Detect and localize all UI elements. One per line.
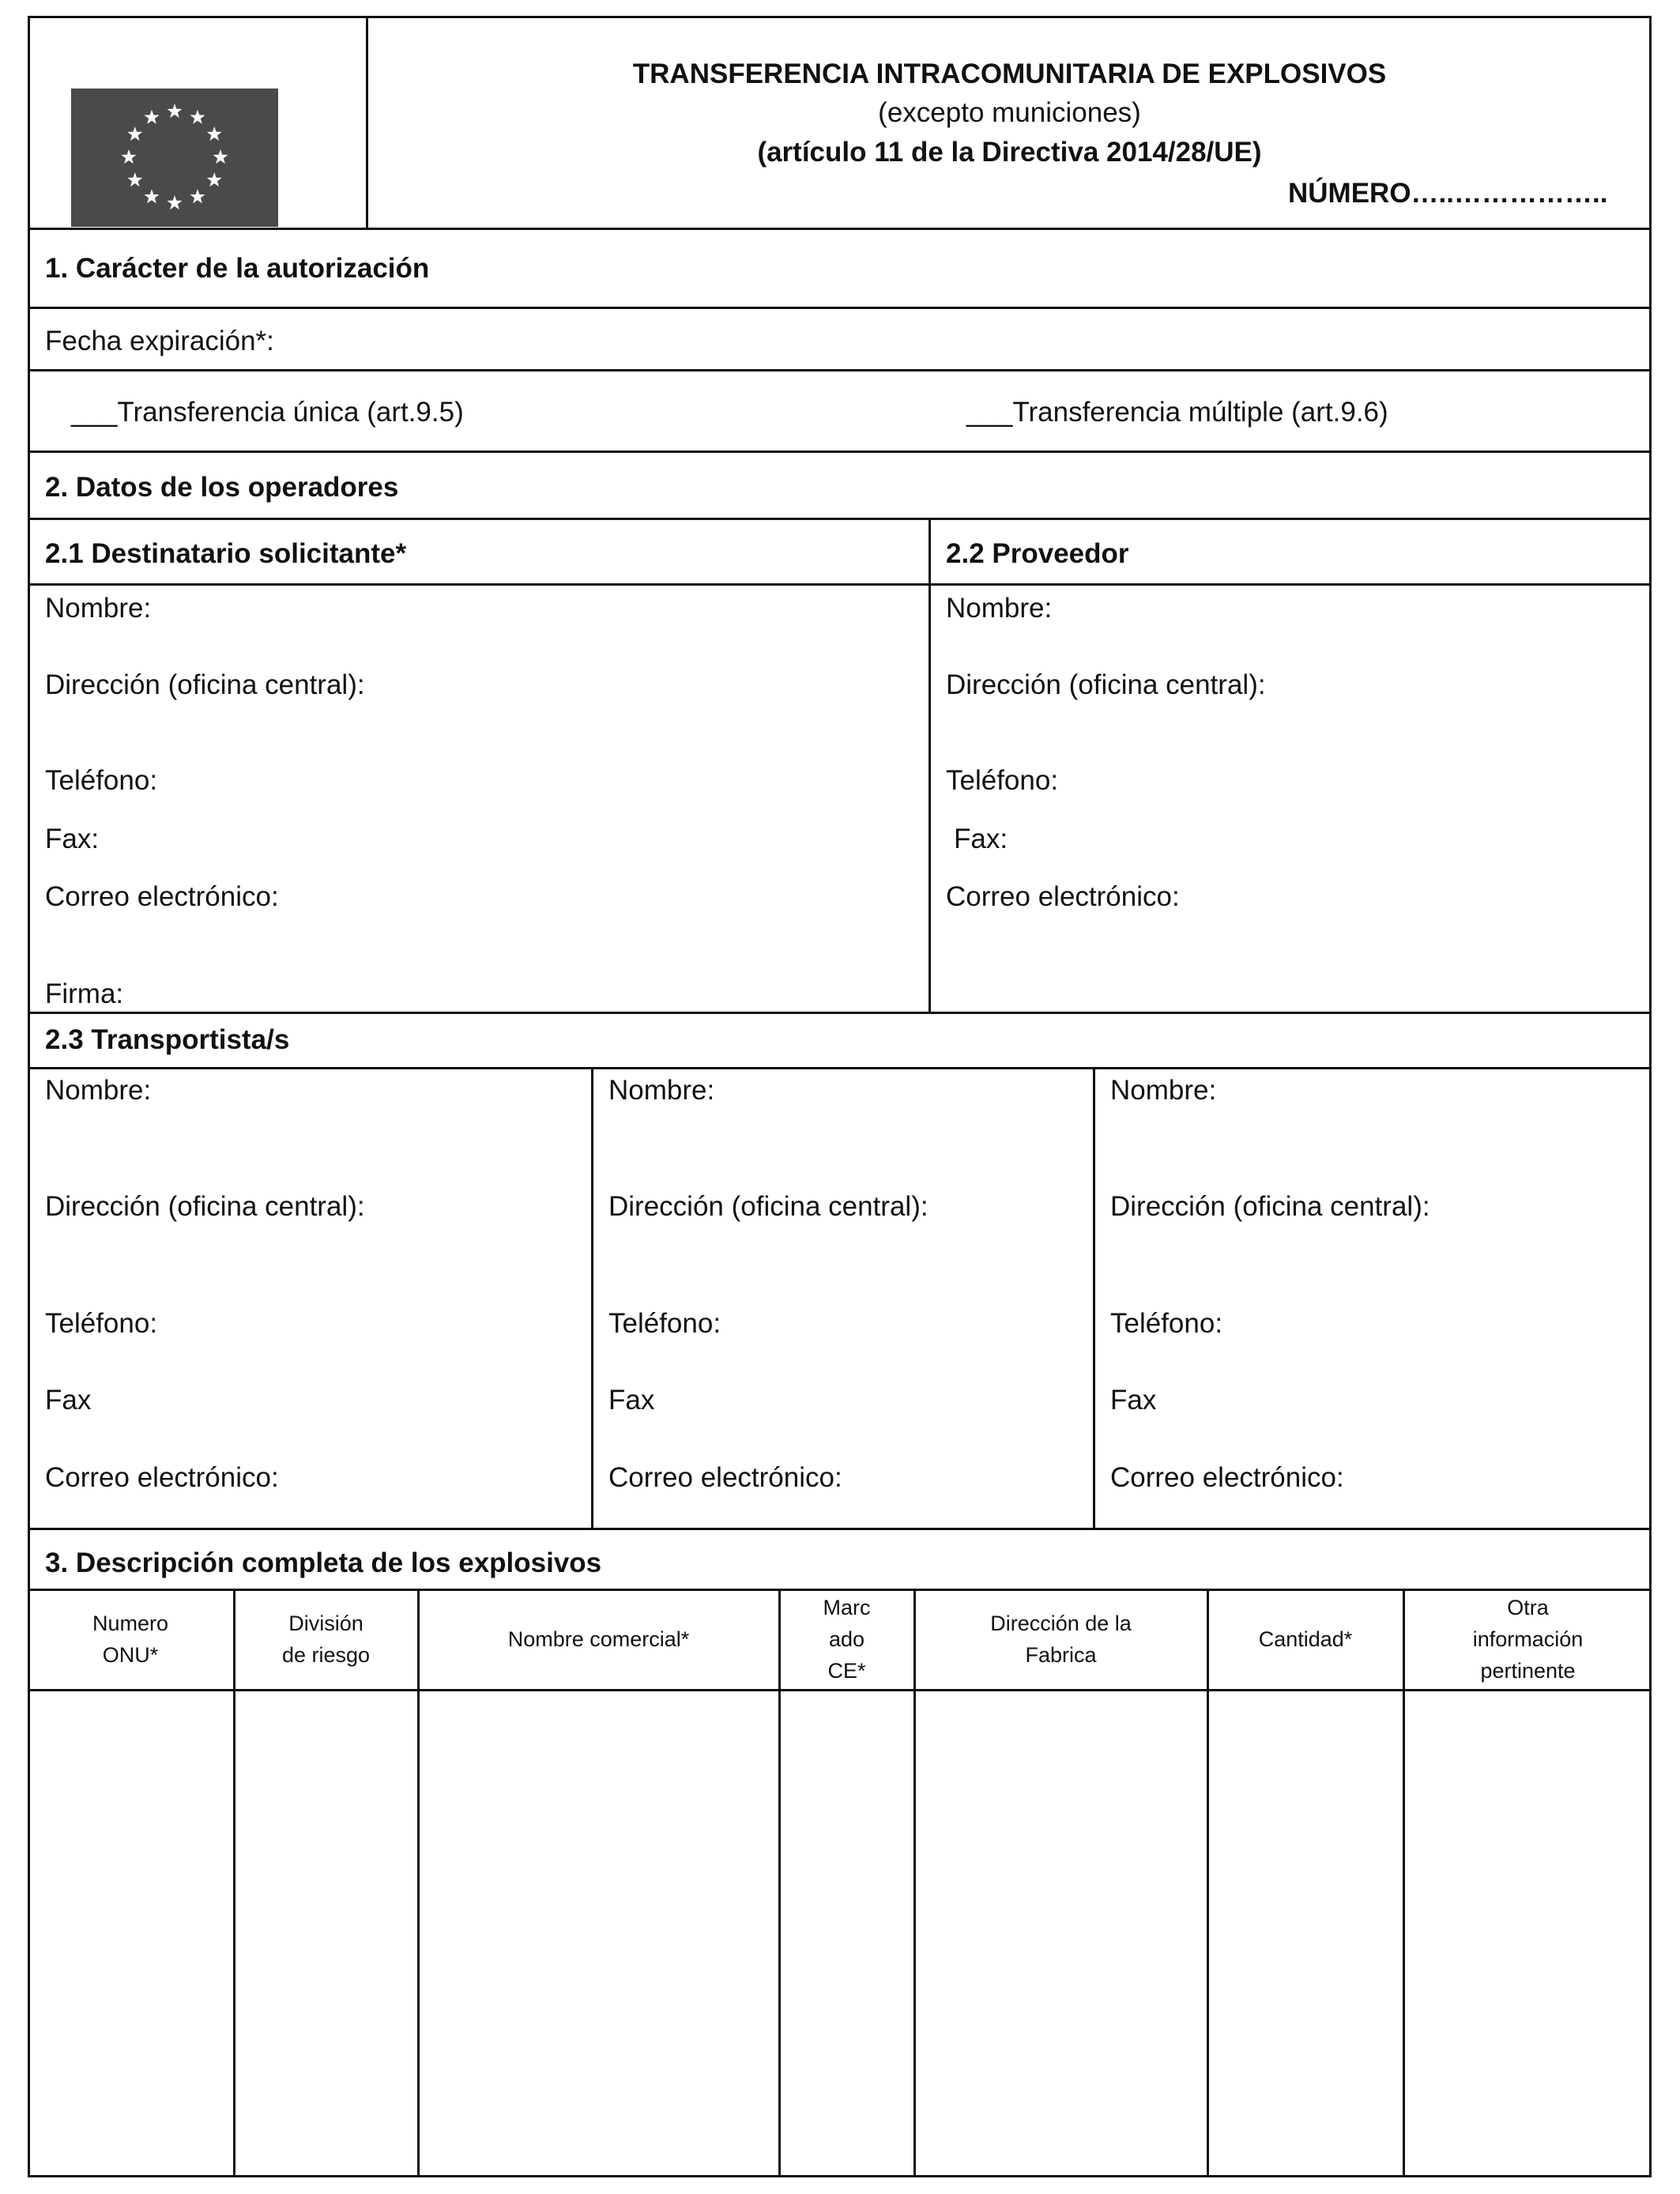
- star-icon: [167, 195, 182, 209]
- divider: [591, 1067, 593, 1528]
- cell-un-number[interactable]: [28, 1691, 233, 2175]
- cell-quantity[interactable]: [1208, 1691, 1403, 2175]
- star-icon: [207, 172, 222, 187]
- carrier2-name-field[interactable]: Nombre:: [608, 1075, 715, 1106]
- supplier-email-field[interactable]: Correo electrónico:: [946, 881, 1180, 912]
- carrier1-name-field[interactable]: Nombre:: [45, 1075, 152, 1106]
- divider: [28, 369, 1652, 371]
- divider: [28, 1067, 1652, 1069]
- carrier3-phone-field[interactable]: Teléfono:: [1110, 1308, 1223, 1339]
- recipient-fax-field[interactable]: Fax:: [45, 824, 100, 854]
- divider: [929, 518, 931, 1012]
- star-icon: [190, 110, 205, 124]
- recipient-address-field[interactable]: Dirección (oficina central):: [45, 669, 365, 700]
- carrier1-fax-field[interactable]: Fax: [45, 1385, 92, 1416]
- divider: [28, 583, 1652, 586]
- section2-heading: 2. Datos de los operadores: [45, 472, 399, 503]
- recipient-signature-field[interactable]: Firma:: [45, 978, 124, 1009]
- form-number: NÚMERO…..……………..: [1288, 178, 1608, 209]
- col-header-quantity: Cantidad*: [1258, 1627, 1353, 1651]
- star-icon: [213, 149, 228, 164]
- recipient-heading: 2.1 Destinatario solicitante*: [45, 538, 407, 569]
- eu-stars-icon: [71, 89, 278, 227]
- section1-heading: 1. Carácter de la autorización: [45, 253, 430, 284]
- eu-flag-icon: [71, 89, 278, 227]
- divider: [1093, 1067, 1095, 1528]
- divider: [28, 518, 1652, 520]
- form-subtitle: (excepto municiones): [878, 97, 1141, 128]
- cell-risk-division[interactable]: [235, 1691, 417, 2175]
- cell-trade-name[interactable]: [419, 1691, 778, 2175]
- recipient-email-field[interactable]: Correo electrónico:: [45, 881, 279, 912]
- col-header-risk-division: División de riesgo: [281, 1612, 371, 1667]
- supplier-heading: 2.2 Proveedor: [946, 538, 1129, 569]
- star-icon: [127, 126, 142, 141]
- divider: [28, 450, 1652, 453]
- carrier3-email-field[interactable]: Correo electrónico:: [1110, 1462, 1344, 1493]
- col-header-trade-name: Nombre comercial*: [507, 1627, 690, 1651]
- supplier-phone-field[interactable]: Teléfono:: [946, 765, 1059, 796]
- cell-factory-address[interactable]: [915, 1691, 1207, 2175]
- col-header-ce-marking: Marc ado CE*: [823, 1596, 871, 1683]
- form-reference: (artículo 11 de la Directiva 2014/28/UE): [757, 137, 1262, 168]
- supplier-fax-field[interactable]: Fax:: [954, 824, 1008, 854]
- star-icon: [127, 172, 142, 187]
- star-icon: [190, 189, 205, 203]
- col-header-un-number: Numero ONU*: [92, 1612, 169, 1667]
- star-icon: [144, 110, 159, 124]
- section3-heading: 3. Descripción completa de los explosivos: [45, 1547, 602, 1578]
- form-title: TRANSFERENCIA INTRACOMUNITARIA DE EXPLOSIVOS: [632, 58, 1387, 89]
- carrier2-address-field[interactable]: Dirección (oficina central):: [608, 1191, 929, 1222]
- divider: [28, 1012, 1652, 1014]
- cell-ce-marking[interactable]: [780, 1691, 913, 2175]
- carriers-heading: 2.3 Transportista/s: [45, 1024, 290, 1055]
- multiple-transfer-option[interactable]: ___Transferencia múltiple (art.9.6): [966, 397, 1388, 428]
- carrier3-name-field[interactable]: Nombre:: [1110, 1075, 1217, 1106]
- recipient-phone-field[interactable]: Teléfono:: [45, 765, 158, 796]
- divider: [28, 1528, 1652, 1530]
- divider: [28, 228, 1652, 230]
- carrier2-fax-field[interactable]: Fax: [608, 1385, 655, 1416]
- divider: [28, 307, 1652, 309]
- star-icon: [121, 149, 136, 164]
- cell-other-info[interactable]: [1404, 1691, 1649, 2175]
- carrier3-address-field[interactable]: Dirección (oficina central):: [1110, 1191, 1430, 1222]
- recipient-name-field[interactable]: Nombre:: [45, 593, 152, 624]
- star-icon: [144, 189, 159, 203]
- form-page: [28, 16, 1652, 2177]
- carrier1-phone-field[interactable]: Teléfono:: [45, 1308, 158, 1339]
- single-transfer-option[interactable]: ___Transferencia única (art.9.5): [71, 397, 464, 428]
- supplier-name-field[interactable]: Nombre:: [946, 593, 1053, 624]
- star-icon: [207, 126, 222, 141]
- col-header-factory-address: Dirección de la Fabrica: [990, 1612, 1132, 1667]
- carrier1-address-field[interactable]: Dirección (oficina central):: [45, 1191, 365, 1222]
- carrier2-email-field[interactable]: Correo electrónico:: [608, 1462, 842, 1493]
- expiry-date-field[interactable]: Fecha expiración*:: [45, 326, 274, 356]
- carrier2-phone-field[interactable]: Teléfono:: [608, 1308, 721, 1339]
- carrier1-email-field[interactable]: Correo electrónico:: [45, 1462, 279, 1493]
- supplier-address-field[interactable]: Dirección (oficina central):: [946, 669, 1266, 700]
- col-header-other-info: Otra información pertinente: [1472, 1596, 1584, 1683]
- carrier3-fax-field[interactable]: Fax: [1110, 1385, 1157, 1416]
- star-icon: [167, 104, 182, 118]
